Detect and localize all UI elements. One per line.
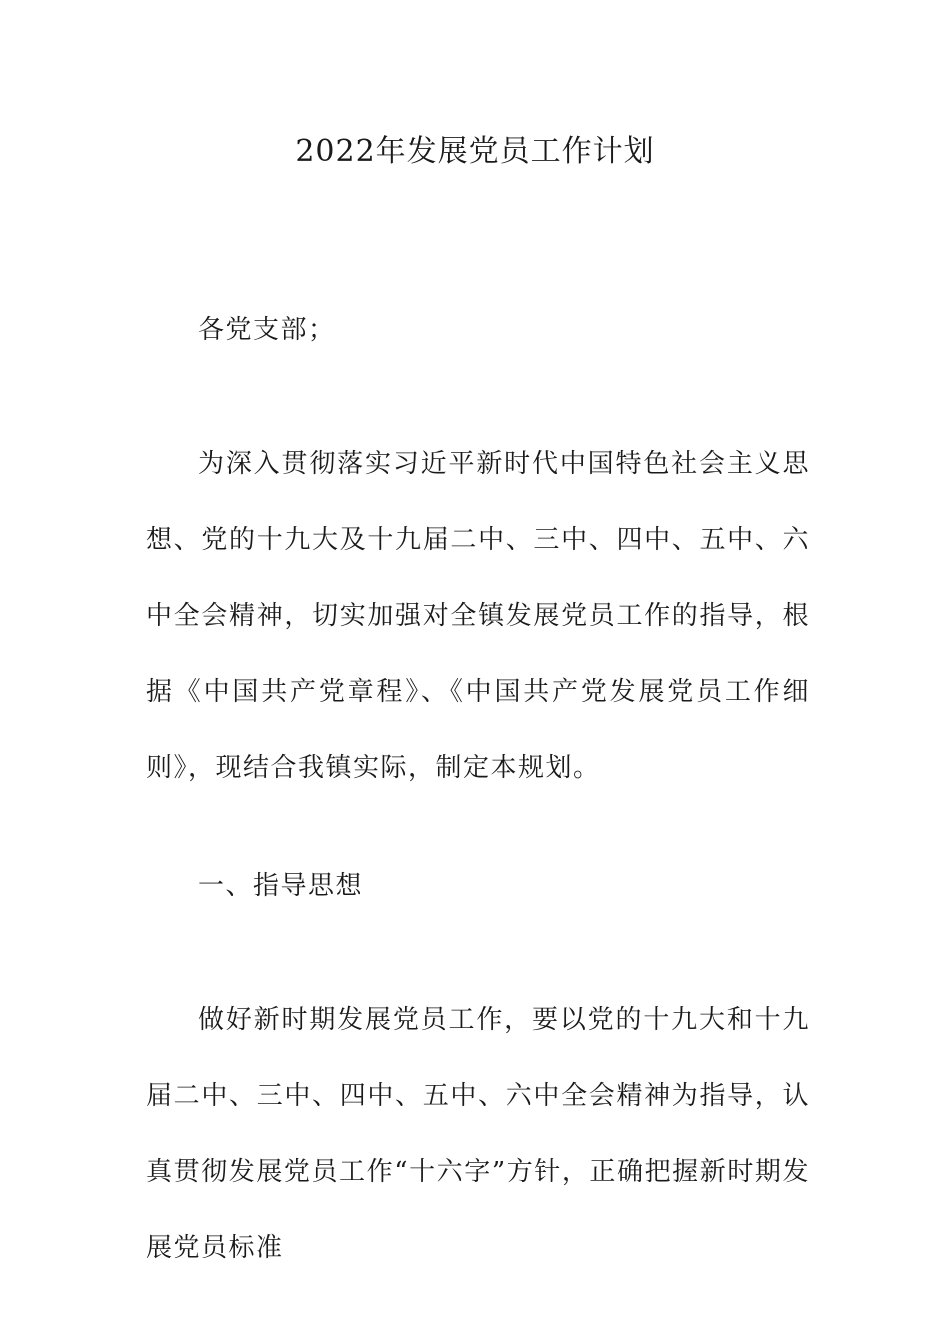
section-heading-guiding-ideology: 一、指导思想	[198, 871, 364, 901]
document-title: 2022年发展党员工作计划	[295, 134, 655, 169]
section-body-paragraph: 做好新时期发展党员工作，要以党的十九大和十九届二中、三中、四中、五中、六中全会精神为指导，认真贯彻发展党员工作“十六字”方针，正确把握新时期发展党员标准	[146, 1005, 810, 1263]
salutation: 各党支部；	[198, 315, 336, 345]
intro-paragraph: 为深入贯彻落实习近平新时代中国特色社会主义思想、党的十九大及十九届二中、三中、四中、五中、六中全会精神，切实加强对全镇发展党员工作的指导，根据《中国共产党章程》、《中国共产党发展党员工作细则》，现结合我镇实际，制定本规划。	[146, 449, 810, 783]
